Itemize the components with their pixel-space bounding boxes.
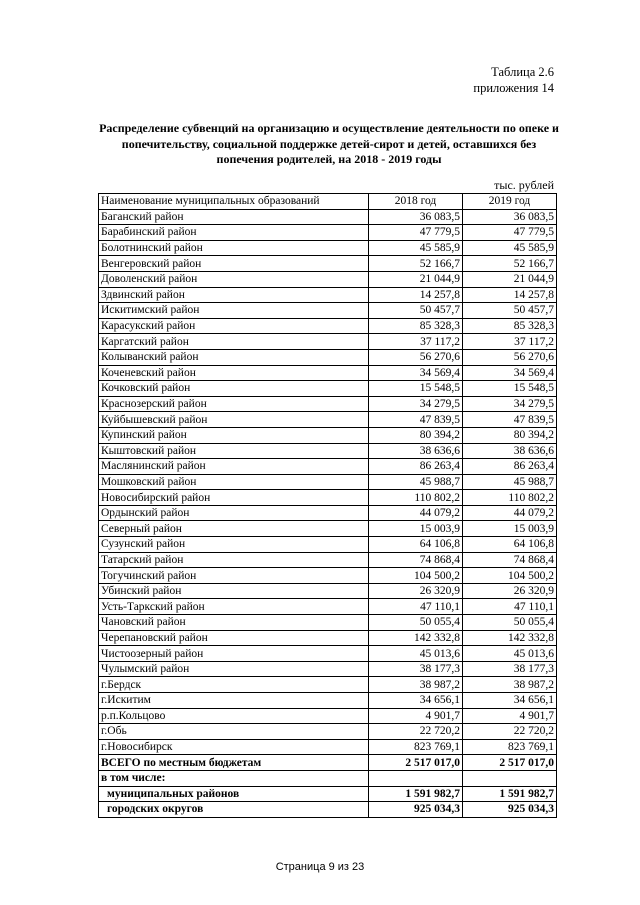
value-2018: 85 328,3 — [369, 318, 463, 334]
row-name: Купинский район — [99, 427, 369, 443]
value-2018: 45 585,9 — [369, 240, 463, 256]
value-2018: 80 394,2 — [369, 427, 463, 443]
value-2019: 34 656,1 — [463, 693, 557, 709]
row-name: Усть-Таркский район — [99, 599, 369, 615]
value-2018: 110 802,2 — [369, 490, 463, 506]
table-row — [99, 303, 557, 319]
page-number: Страница 9 из 23 — [275, 861, 365, 873]
value-2019: 1 591 982,7 — [463, 786, 557, 802]
value-2019: 14 257,8 — [463, 287, 557, 303]
value-2019: 38 987,2 — [463, 677, 557, 693]
value-2018: 74 868,4 — [369, 552, 463, 568]
value-2019: 15 003,9 — [463, 521, 557, 537]
table-row — [99, 661, 557, 677]
table-row — [99, 724, 557, 740]
subtotal-row — [99, 786, 557, 802]
value-2018: 26 320,9 — [369, 583, 463, 599]
table-row — [99, 349, 557, 365]
row-name: Ордынский район — [99, 505, 369, 521]
row-name: Маслянинский район — [99, 459, 369, 475]
table-row — [99, 459, 557, 475]
row-name: р.п.Кольцово — [99, 708, 369, 724]
value-2018: 925 034,3 — [369, 802, 463, 818]
table-row — [99, 615, 557, 631]
row-name: Тогучинский район — [99, 568, 369, 584]
value-2018: 38 177,3 — [369, 661, 463, 677]
row-name: муниципальных районов — [99, 786, 369, 802]
row-name: Барабинский район — [99, 225, 369, 241]
table-row — [99, 240, 557, 256]
table-row — [99, 287, 557, 303]
value-2018: 34 569,4 — [369, 365, 463, 381]
value-2019: 26 320,9 — [463, 583, 557, 599]
value-2019: 37 117,2 — [463, 334, 557, 350]
row-name: Новосибирский район — [99, 490, 369, 506]
value-2018: 34 279,5 — [369, 396, 463, 412]
row-name: Убинский район — [99, 583, 369, 599]
value-2019: 15 548,5 — [463, 381, 557, 397]
row-name: Черепановский район — [99, 630, 369, 646]
row-name: ВСЕГО по местным бюджетам — [99, 755, 369, 771]
value-2018: 47 110,1 — [369, 599, 463, 615]
column-header-2019: 2019 год — [463, 194, 557, 210]
value-2018: 50 457,7 — [369, 303, 463, 319]
value-2018: 142 332,8 — [369, 630, 463, 646]
including-row — [99, 770, 557, 786]
row-name: городских округов — [99, 802, 369, 818]
row-name: Коченевский район — [99, 365, 369, 381]
table-row — [99, 708, 557, 724]
value-2018: 50 055,4 — [369, 615, 463, 631]
row-name: Кыштовский район — [99, 443, 369, 459]
table-row — [99, 209, 557, 225]
table-row — [99, 443, 557, 459]
table-row — [99, 427, 557, 443]
value-2018: 38 987,2 — [369, 677, 463, 693]
row-name: Каргатский район — [99, 334, 369, 350]
value-2019: 45 988,7 — [463, 474, 557, 490]
including-label: в том числе: — [99, 770, 369, 786]
value-2019: 22 720,2 — [463, 724, 557, 740]
table-row — [99, 412, 557, 428]
row-name: Мошковский район — [99, 474, 369, 490]
table-row — [99, 256, 557, 272]
value-2018: 45 013,6 — [369, 646, 463, 662]
row-name: Чистоозерный район — [99, 646, 369, 662]
table-row — [99, 521, 557, 537]
value-2019: 104 500,2 — [463, 568, 557, 584]
table-row — [99, 568, 557, 584]
row-name: г.Обь — [99, 724, 369, 740]
row-name: Венгеровский район — [99, 256, 369, 272]
value-2018: 52 166,7 — [369, 256, 463, 272]
row-name: Здвинский район — [99, 287, 369, 303]
row-name: Болотнинский район — [99, 240, 369, 256]
table-row — [99, 490, 557, 506]
row-name: Баганский район — [99, 209, 369, 225]
column-header-2018: 2018 год — [369, 194, 463, 210]
value-2018: 47 779,5 — [369, 225, 463, 241]
value-2019: 47 839,5 — [463, 412, 557, 428]
value-2019: 36 083,5 — [463, 209, 557, 225]
total-row — [99, 755, 557, 771]
value-2019: 4 901,7 — [463, 708, 557, 724]
value-2019: 823 769,1 — [463, 739, 557, 755]
empty-cell — [369, 770, 463, 786]
table-row — [99, 677, 557, 693]
row-name: Карасукский район — [99, 318, 369, 334]
value-2018: 45 988,7 — [369, 474, 463, 490]
value-2018: 86 263,4 — [369, 459, 463, 475]
table-row — [99, 505, 557, 521]
value-2019: 45 013,6 — [463, 646, 557, 662]
value-2019: 86 263,4 — [463, 459, 557, 475]
value-2019: 2 517 017,0 — [463, 755, 557, 771]
table-row — [99, 271, 557, 287]
value-2018: 4 901,7 — [369, 708, 463, 724]
table-row — [99, 334, 557, 350]
value-2019: 21 044,9 — [463, 271, 557, 287]
row-name: г.Новосибирск — [99, 739, 369, 755]
subsidy-table — [98, 193, 557, 818]
value-2018: 36 083,5 — [369, 209, 463, 225]
table-row — [99, 646, 557, 662]
row-name: г.Искитим — [99, 693, 369, 709]
value-2018: 38 636,6 — [369, 443, 463, 459]
row-name: Куйбышевский район — [99, 412, 369, 428]
value-2019: 50 055,4 — [463, 615, 557, 631]
value-2018: 14 257,8 — [369, 287, 463, 303]
row-name: Колыванский район — [99, 349, 369, 365]
table-header-row — [99, 194, 557, 210]
value-2018: 56 270,6 — [369, 349, 463, 365]
value-2018: 15 003,9 — [369, 521, 463, 537]
row-name: Доволенский район — [99, 271, 369, 287]
value-2018: 104 500,2 — [369, 568, 463, 584]
value-2019: 925 034,3 — [463, 802, 557, 818]
column-header-name: Наименование муниципальных образований — [99, 194, 369, 210]
table-row — [99, 599, 557, 615]
table-row — [99, 381, 557, 397]
value-2019: 47 110,1 — [463, 599, 557, 615]
table-row — [99, 396, 557, 412]
value-2019: 74 868,4 — [463, 552, 557, 568]
row-name: Сузунский район — [99, 537, 369, 553]
value-2019: 47 779,5 — [463, 225, 557, 241]
unit-label: тыс. рублей — [494, 178, 554, 192]
value-2018: 22 720,2 — [369, 724, 463, 740]
value-2018: 37 117,2 — [369, 334, 463, 350]
value-2018: 1 591 982,7 — [369, 786, 463, 802]
value-2018: 823 769,1 — [369, 739, 463, 755]
table-row — [99, 365, 557, 381]
row-name: Краснозерский район — [99, 396, 369, 412]
value-2019: 38 636,6 — [463, 443, 557, 459]
value-2019: 64 106,8 — [463, 537, 557, 553]
row-name: Кочковский район — [99, 381, 369, 397]
document-title: Распределение субвенций на организацию и осуществление деятельности по опеке и попечительству, социальной поддержке детей-сирот и детей, оставшихся без попечения родителей, на 2018 - 2019 годы — [99, 121, 559, 166]
value-2018: 44 079,2 — [369, 505, 463, 521]
row-name: Чулымский район — [99, 661, 369, 677]
value-2019: 45 585,9 — [463, 240, 557, 256]
table-row — [99, 630, 557, 646]
table-row — [99, 318, 557, 334]
value-2019: 110 802,2 — [463, 490, 557, 506]
subtotal-row — [99, 802, 557, 818]
value-2018: 15 548,5 — [369, 381, 463, 397]
value-2019: 34 279,5 — [463, 396, 557, 412]
row-name: Чановский район — [99, 615, 369, 631]
row-name: Северный район — [99, 521, 369, 537]
value-2019: 52 166,7 — [463, 256, 557, 272]
table-row — [99, 693, 557, 709]
value-2018: 47 839,5 — [369, 412, 463, 428]
value-2019: 85 328,3 — [463, 318, 557, 334]
value-2019: 38 177,3 — [463, 661, 557, 677]
row-name: г.Бердск — [99, 677, 369, 693]
table-number: Таблица 2.6 — [491, 65, 554, 79]
table-row — [99, 474, 557, 490]
value-2018: 21 044,9 — [369, 271, 463, 287]
value-2018: 64 106,8 — [369, 537, 463, 553]
table-row — [99, 739, 557, 755]
table-row — [99, 583, 557, 599]
value-2018: 2 517 017,0 — [369, 755, 463, 771]
value-2019: 50 457,7 — [463, 303, 557, 319]
table-row — [99, 552, 557, 568]
value-2018: 34 656,1 — [369, 693, 463, 709]
value-2019: 56 270,6 — [463, 349, 557, 365]
value-2019: 142 332,8 — [463, 630, 557, 646]
row-name: Татарский район — [99, 552, 369, 568]
empty-cell — [463, 770, 557, 786]
table-row — [99, 225, 557, 241]
row-name: Искитимский район — [99, 303, 369, 319]
value-2019: 34 569,4 — [463, 365, 557, 381]
value-2019: 80 394,2 — [463, 427, 557, 443]
appendix-ref: приложения 14 — [473, 81, 554, 95]
table-row — [99, 537, 557, 553]
value-2019: 44 079,2 — [463, 505, 557, 521]
